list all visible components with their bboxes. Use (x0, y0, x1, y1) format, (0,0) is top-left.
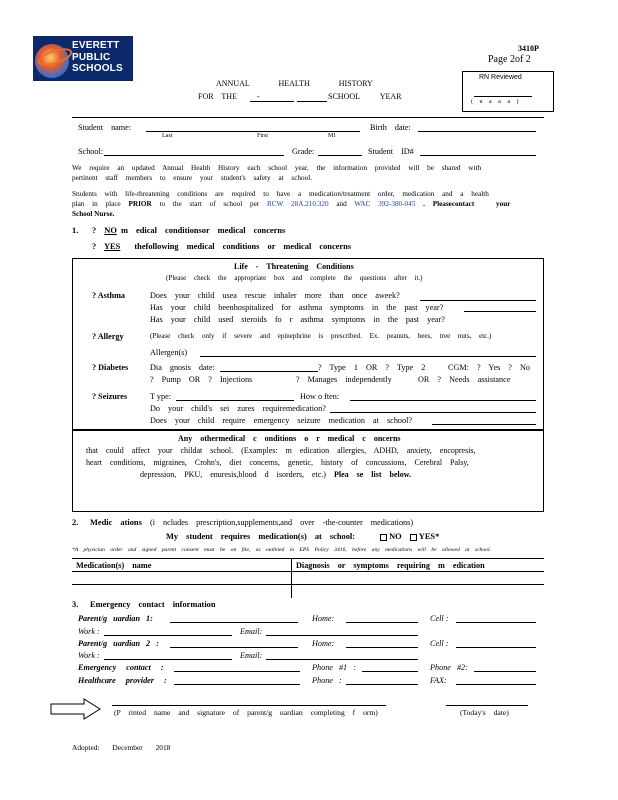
asthma-q1-field[interactable] (420, 300, 536, 301)
med-row-1[interactable] (72, 584, 291, 585)
medication-no-option[interactable]: NO (380, 532, 402, 542)
emergency-phone1-field[interactable] (362, 671, 418, 672)
rn-reviewed-label: RN Reviewed (479, 74, 522, 81)
guardian1-email-field[interactable] (266, 635, 418, 636)
title-line1: ANNUAL HEALTH HISTORY (216, 79, 373, 88)
emergency-title: Emergency contact information (90, 600, 216, 609)
rcw-link[interactable]: RCW 28A.210.320 (266, 200, 329, 208)
pump-injection-options[interactable]: ? Pump OR ? Injections (150, 375, 253, 384)
rn-reviewed-sub: ( u a a a ) (471, 99, 519, 105)
school-year-end-field[interactable] (297, 101, 327, 102)
med-col-diagnosis: Diagnosis or symptoms requiring m edication (296, 561, 485, 570)
med-col-name: Medication(s) name (76, 561, 152, 570)
signature-date-field[interactable] (446, 705, 528, 706)
allergy-option[interactable]: ? Allergy (92, 332, 124, 341)
signature-field[interactable] (112, 705, 386, 706)
guardian2-work-field[interactable] (104, 659, 232, 660)
intro-p1: We require an updated Annual Health History each school year, the information provided will be shared with (72, 164, 482, 172)
diagnosis-date-field[interactable] (220, 371, 318, 372)
rn-initials-line[interactable] (474, 96, 532, 97)
wac-link[interactable]: WAC 392-380-045 (354, 200, 416, 208)
student-id-label: Student ID# (368, 147, 414, 156)
logo-text: EVERETT PUBLIC SCHOOLS (72, 40, 123, 74)
manages-option[interactable]: ? Manages independently (296, 375, 392, 384)
adopted-date: Adopted: December 2018 (72, 743, 171, 752)
arrow-right-icon (50, 698, 102, 720)
title-line2: FOR THE (198, 92, 237, 101)
guardian2-name-field[interactable] (170, 647, 298, 648)
needs-assistance-option[interactable]: OR ? Needs assistance (418, 375, 511, 384)
intro-p1b: pertinent staff members to ensure your student's safety at school. (72, 174, 312, 182)
other-title: Any othermedical c onditions o r medical c oncerns (178, 434, 401, 443)
signature-label: (P rinted name and signature of parent/g uardian completing f orm) (114, 708, 378, 717)
intro-p2c: School Nurse. (72, 210, 115, 218)
guardian1-home-field[interactable] (346, 622, 418, 623)
seizure-q2-field[interactable] (432, 424, 536, 425)
diabetes-option[interactable]: ? Diabetes (92, 363, 129, 372)
med-table-top (72, 558, 544, 559)
med-row-1-diagnosis[interactable] (291, 584, 544, 585)
med-table-header-line (72, 571, 544, 572)
guardian1-cell-field[interactable] (456, 622, 536, 623)
provider-phone-field[interactable] (346, 684, 418, 685)
med-table-divider (291, 558, 292, 598)
diabetes-type-options[interactable]: ? Type 1 OR ? Type 2 (318, 363, 426, 372)
school-label: School: (78, 147, 104, 156)
seizure-frequency-field[interactable] (350, 400, 536, 401)
healthcare-provider-field[interactable] (174, 684, 300, 685)
emergency-contact-field[interactable] (174, 671, 300, 672)
asthma-option[interactable]: ? Asthma (92, 291, 125, 300)
medication-footnote: *A physician order and signed parent consent must be on file, as outlined in EPS Policy 3416, before any medications will be allowed at school. (72, 547, 491, 553)
cgm-options[interactable]: CGM: ? Yes ? No (448, 363, 530, 372)
header-divider (72, 117, 544, 118)
student-id-field[interactable] (420, 155, 536, 156)
yes-conditions-option[interactable]: ? YES thefollowing medical conditions or medical concerns (92, 242, 352, 251)
lt-title: Life - Threatening Conditions (234, 262, 354, 271)
intro-p2a: Students with life-threatening conditions are required to have a medication/treatment order, medication and a health (72, 190, 489, 198)
emergency-phone2-field[interactable] (474, 671, 536, 672)
student-name-field[interactable] (146, 131, 360, 132)
checkbox-icon (410, 534, 417, 541)
district-logo (33, 36, 133, 81)
form-code: 3410P (518, 44, 539, 53)
medication-yes-option[interactable]: YES* (410, 532, 439, 542)
intro-p2b: plan in place PRIOR to the start of school per RCW 28A.210.320 and WAC 392-380-045 . Pleasecontact your (72, 200, 511, 208)
school-field[interactable] (104, 155, 284, 156)
medication-question: My student requires medication(s) at school: (166, 532, 356, 541)
signature-date-label: (Today's date) (460, 708, 509, 717)
birth-date-field[interactable] (418, 131, 536, 132)
page-label: Page 2of 2 (488, 54, 531, 65)
grade-label: Grade: (292, 147, 315, 156)
lt-instructions: (Please check the appropriate box and complete the questions after it.) (166, 274, 423, 282)
provider-fax-field[interactable] (456, 684, 536, 685)
guardian1-name-field[interactable] (170, 622, 298, 623)
guardian2-cell-field[interactable] (456, 647, 536, 648)
medications-title: Medic ations (90, 518, 142, 527)
allergens-field[interactable] (200, 356, 536, 357)
seizures-option[interactable]: ? Seizures (92, 392, 128, 401)
student-name-label: Student name: (78, 123, 132, 132)
asthma-q2-field[interactable] (464, 311, 536, 312)
seizure-type-field[interactable] (176, 400, 294, 401)
no-conditions-option[interactable]: ? NO m edical conditionsor medical concerns (92, 226, 286, 235)
birth-date-label: Birth date: (370, 123, 411, 132)
grade-field[interactable] (318, 155, 362, 156)
guardian1-work-field[interactable] (104, 635, 232, 636)
guardian2-home-field[interactable] (346, 647, 418, 648)
seizure-q1-field[interactable] (330, 412, 536, 413)
checkbox-icon (380, 534, 387, 541)
guardian2-email-field[interactable] (266, 659, 418, 660)
